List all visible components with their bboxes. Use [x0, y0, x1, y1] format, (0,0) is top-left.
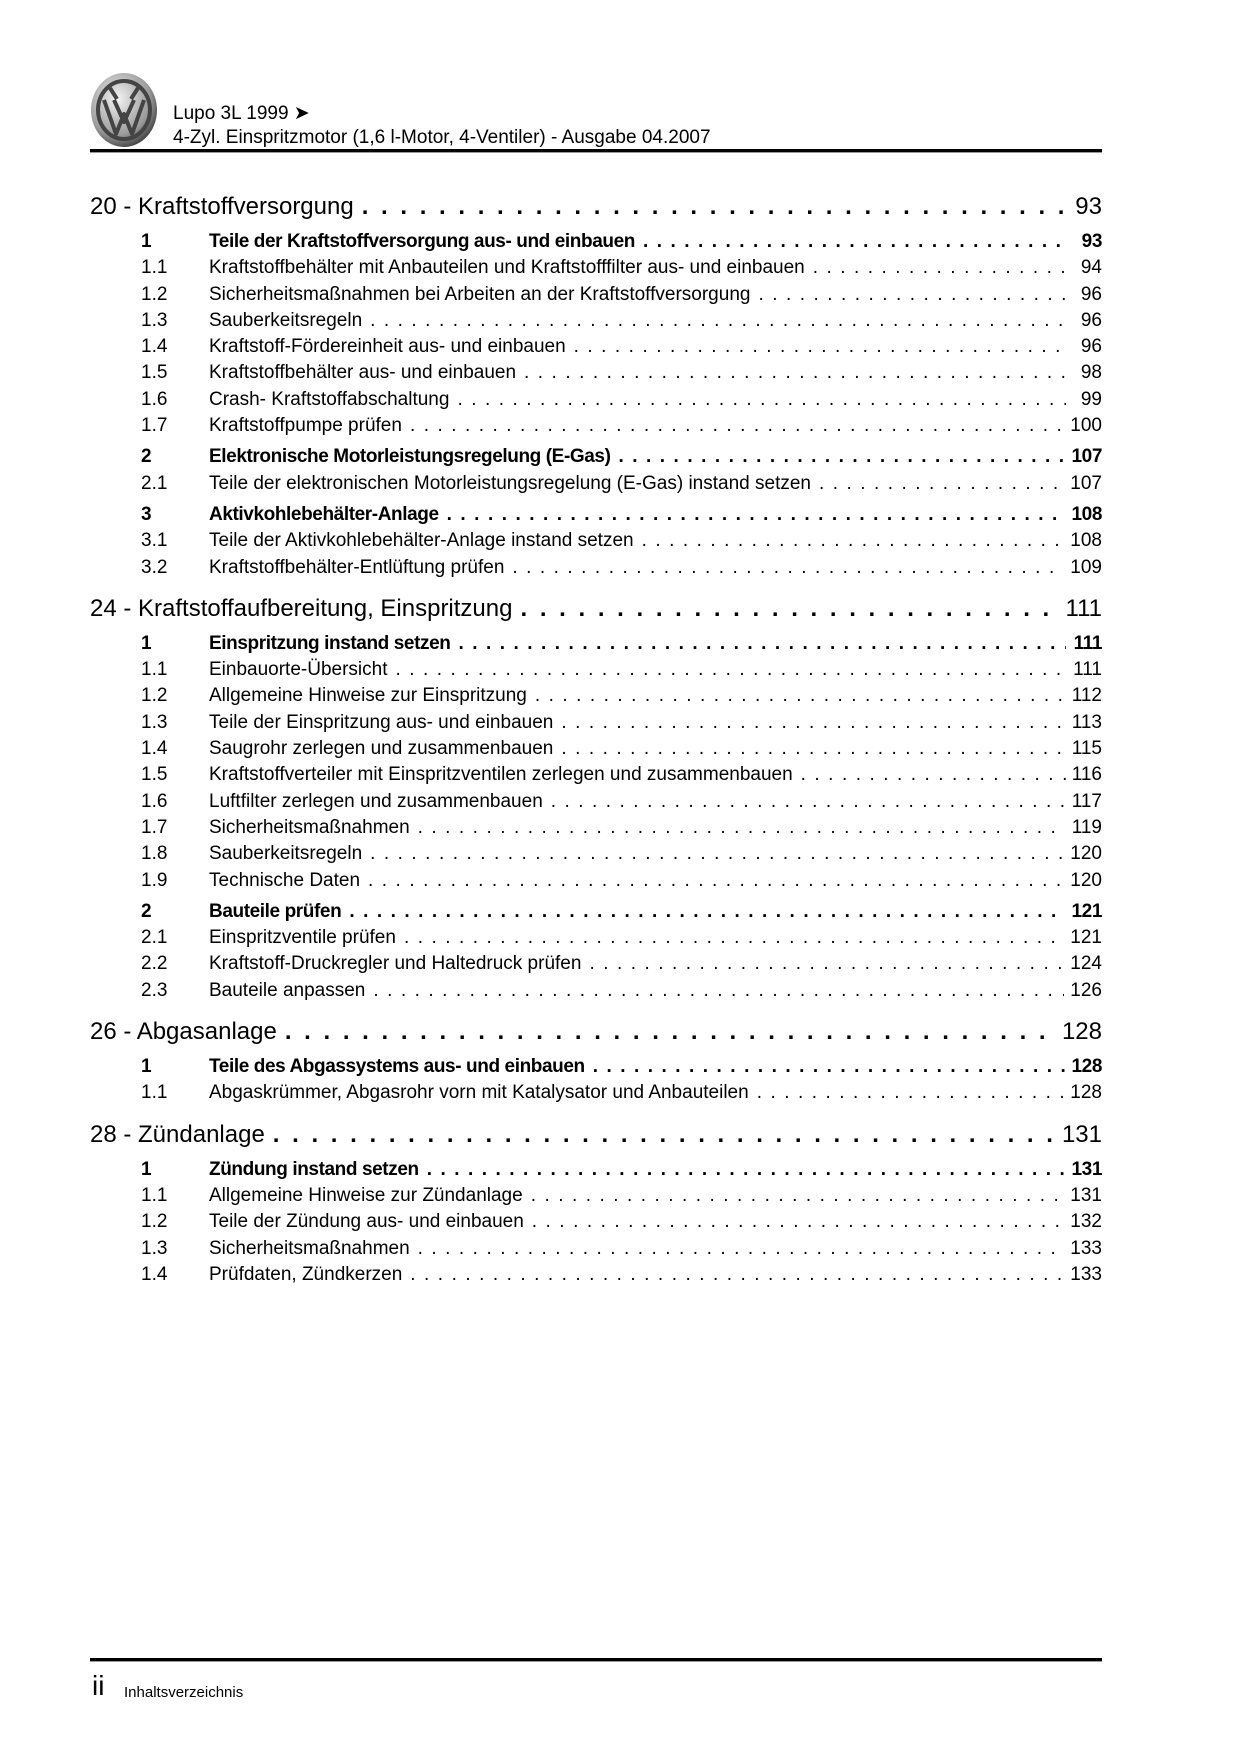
toc-entry-number: 1 — [141, 632, 152, 654]
toc-entry-title: Sicherheitsmaßnahmen bei Arbeiten an der Kraftstoffversorgung — [209, 283, 751, 305]
toc-entry-title: 26 - Abgasanlage — [90, 1018, 277, 1046]
toc-entry[interactable] — [90, 925, 1102, 951]
dot-leader — [370, 841, 1064, 867]
toc-entry-page: 98 — [1080, 362, 1102, 384]
footer-divider — [90, 1658, 1102, 1662]
toc-entry-title: Kraftstoffbehälter-Entlüftung prüfen — [209, 556, 505, 578]
toc-entry[interactable] — [90, 683, 1102, 709]
toc-entry-page: 96 — [1080, 283, 1102, 305]
toc-entry-number: 1.4 — [141, 336, 168, 358]
toc-entry-page: 133 — [1070, 1263, 1102, 1285]
dot-leader — [532, 1209, 1065, 1235]
dot-leader — [395, 657, 1066, 683]
toc-entry-page: 124 — [1070, 953, 1102, 975]
toc-entry-number: 1.6 — [141, 790, 168, 812]
toc-entry[interactable] — [90, 1080, 1102, 1106]
toc-entry[interactable] — [90, 841, 1102, 867]
toc-entry-page: 108 — [1070, 530, 1102, 552]
dot-leader — [757, 1080, 1065, 1106]
toc-entry-title: Kraftstoffbehälter aus- und einbauen — [209, 362, 517, 384]
toc-entry-page: 128 — [1070, 1082, 1102, 1104]
dot-leader — [404, 925, 1064, 951]
toc-entry-number: 1.1 — [141, 659, 168, 681]
dot-leader — [410, 1262, 1064, 1288]
toc-entry[interactable] — [90, 528, 1102, 554]
toc-entry-number: 1.9 — [141, 869, 168, 891]
toc-entry-number: 1 — [141, 1158, 152, 1180]
toc-entry-number: 2.2 — [141, 953, 168, 975]
dot-leader — [273, 1118, 1056, 1152]
toc-entry-title: Luftfilter zerlegen und zusammenbauen — [209, 790, 543, 812]
toc-entry-number: 1.4 — [141, 1263, 168, 1285]
toc-entry-page: 96 — [1080, 309, 1102, 331]
toc-entry-title: Teile der Einspritzung aus- und einbauen — [209, 711, 554, 733]
toc-entry-page: 131 — [1071, 1158, 1102, 1180]
toc-entry-number: 3.2 — [141, 556, 168, 578]
toc-entry-title: Teile des Abgassystems aus- und einbauen — [209, 1056, 585, 1078]
dot-leader — [535, 683, 1066, 709]
dot-leader — [589, 951, 1064, 977]
toc-entry[interactable] — [90, 334, 1102, 360]
dot-leader — [813, 255, 1066, 281]
toc-entry-number: 3 — [141, 503, 152, 525]
toc-entry-number: 1.1 — [141, 1184, 168, 1206]
toc-entry-page: 131 — [1070, 1184, 1102, 1206]
dot-leader — [531, 1183, 1065, 1209]
toc-entry[interactable] — [90, 736, 1102, 762]
toc-entry-number: 3.1 — [141, 530, 168, 552]
toc-entry-title: Sauberkeitsregeln — [209, 843, 363, 865]
toc-entry-title: Kraftstoffverteiler mit Einspritzventilen zerlegen und zusammenbauen — [209, 764, 793, 786]
dot-leader — [561, 710, 1065, 736]
toc-entry-title: Aktivkohlebehälter-Anlage — [209, 503, 439, 525]
toc-entry-page: 107 — [1070, 472, 1102, 494]
toc-entry-title: Elektronische Motorleistungsregelung (E-Gas) — [209, 446, 611, 468]
toc-entry-page: 108 — [1071, 503, 1102, 525]
toc-entry[interactable] — [90, 444, 1102, 470]
toc-entry-title: Abgaskrümmer, Abgasrohr vorn mit Katalysator und Anbauteilen — [209, 1082, 749, 1104]
toc-entry-page: 128 — [1061, 1018, 1102, 1046]
toc-entry-number: 1.3 — [141, 711, 168, 733]
toc-entry-title: Sicherheitsmaßnahmen — [209, 1237, 410, 1259]
toc-entry[interactable] — [90, 229, 1102, 255]
dot-leader — [551, 789, 1066, 815]
toc-entry-title: Kraftstoff-Druckregler und Haltedruck prüfen — [209, 953, 582, 975]
dot-leader — [410, 413, 1064, 439]
header-divider — [90, 149, 1102, 153]
toc-entry-number: 1.3 — [141, 309, 168, 331]
toc-entry[interactable] — [90, 815, 1102, 841]
toc-entry-number: 1 — [141, 231, 152, 252]
toc-entry-page: 99 — [1080, 388, 1102, 410]
dot-leader — [427, 1157, 1066, 1183]
toc-entry-title: Saugrohr zerlegen und zusammenbauen — [209, 738, 554, 760]
toc-entry-number: 1.6 — [141, 388, 168, 410]
toc-entry-number: 1.5 — [141, 764, 168, 786]
toc-entry-page: 120 — [1070, 869, 1102, 891]
toc-entry-page: 94 — [1080, 257, 1102, 279]
toc-entry[interactable] — [90, 1236, 1102, 1262]
toc-entry-page: 119 — [1071, 816, 1102, 838]
toc-entry-page: 131 — [1061, 1120, 1102, 1148]
toc-entry-title: 28 - Zündanlage — [90, 1120, 265, 1148]
toc-chapter[interactable] — [90, 1118, 1102, 1152]
toc-entry-title: Teile der Zündung aus- und einbauen — [209, 1211, 524, 1233]
toc-entry[interactable] — [90, 255, 1102, 281]
toc-entry[interactable] — [90, 762, 1102, 788]
toc-entry-title: Zündung instand setzen — [209, 1158, 419, 1180]
toc-entry[interactable] — [90, 951, 1102, 977]
header-subtitle: 4-Zyl. Einspritzmotor (1,6 l-Motor, 4-Ventiler) - Ausgabe 04.2007 — [173, 127, 711, 148]
toc-entry-number: 2 — [141, 446, 152, 468]
toc-entry[interactable] — [90, 413, 1102, 439]
toc-entry[interactable] — [90, 555, 1102, 581]
toc-entry-number: 1 — [141, 1056, 152, 1078]
toc-entry-number: 2.1 — [141, 472, 168, 494]
toc-entry-page: 133 — [1070, 1237, 1102, 1259]
toc-entry-title: Teile der Aktivkohlebehälter-Anlage instand setzen — [209, 530, 634, 552]
toc-entry[interactable] — [90, 308, 1102, 334]
toc-entry-number: 1.1 — [141, 1082, 168, 1104]
toc-entry-title: Einbauorte-Übersicht — [209, 659, 388, 681]
toc-chapter[interactable] — [90, 190, 1102, 224]
toc-entry-number: 2.1 — [141, 927, 168, 949]
toc-entry-page: 111 — [1073, 632, 1102, 654]
toc-entry-page: 93 — [1081, 231, 1102, 252]
toc-entry-page: 117 — [1071, 790, 1102, 812]
toc-entry-page: 100 — [1070, 415, 1102, 437]
toc-entry-number: 1.7 — [141, 816, 168, 838]
toc-entry-page: 93 — [1075, 193, 1102, 220]
toc-entry-page: 111 — [1065, 594, 1102, 622]
toc-entry-number: 1.2 — [141, 685, 168, 707]
toc-entry-number: 1.2 — [141, 1211, 168, 1233]
dot-leader — [524, 360, 1066, 386]
dot-leader — [512, 555, 1064, 581]
toc-entry-title: Sauberkeitsregeln — [209, 309, 363, 331]
toc-entry[interactable] — [90, 1209, 1102, 1235]
toc-entry-title: Allgemeine Hinweise zur Zündanlage — [209, 1184, 523, 1206]
toc-entry-page: 121 — [1071, 900, 1102, 922]
dot-leader — [619, 444, 1066, 470]
toc-entry[interactable] — [90, 471, 1102, 497]
toc-entry-number: 1.2 — [141, 283, 168, 305]
toc-entry[interactable] — [90, 868, 1102, 894]
dot-leader — [758, 282, 1066, 308]
toc-entry[interactable] — [90, 502, 1102, 528]
toc-entry-page: 112 — [1071, 685, 1102, 707]
toc-entry[interactable] — [90, 1262, 1102, 1288]
dot-leader — [643, 229, 1066, 255]
toc-entry-title: 24 - Kraftstoffaufbereitung, Einspritzung — [90, 594, 513, 622]
toc-entry[interactable] — [90, 1054, 1102, 1080]
toc-entry-title: Crash- Kraftstoffabschaltung — [209, 388, 450, 410]
dot-leader — [370, 308, 1066, 334]
toc-entry[interactable] — [90, 978, 1102, 1004]
toc-entry-number: 2.3 — [141, 979, 168, 1001]
toc-entry-title: 20 - Kraftstoffversorgung — [90, 193, 354, 220]
dot-leader — [418, 815, 1066, 841]
footer-section: Inhaltsverzeichnis — [124, 1684, 244, 1701]
toc-entry[interactable] — [90, 1157, 1102, 1183]
dot-leader — [418, 1236, 1065, 1262]
toc-entry[interactable] — [90, 360, 1102, 386]
toc-entry-number: 2 — [141, 900, 152, 922]
dot-leader — [642, 528, 1065, 554]
dot-leader — [285, 1015, 1056, 1049]
dot-leader — [819, 471, 1064, 497]
toc-entry-number: 1.3 — [141, 1237, 168, 1259]
toc-entry-number: 1.1 — [141, 257, 168, 279]
toc-entry[interactable] — [90, 1183, 1102, 1209]
dot-leader — [349, 899, 1065, 925]
toc-entry-title: Bauteile anpassen — [209, 979, 366, 1001]
toc-entry-number: 1.8 — [141, 843, 168, 865]
dot-leader — [457, 387, 1066, 413]
toc-entry-page: 128 — [1071, 1056, 1102, 1078]
toc-entry-page: 96 — [1080, 336, 1102, 358]
toc-entry[interactable] — [90, 631, 1102, 657]
header-model: Lupo 3L 1999 ➤ — [173, 103, 310, 124]
toc-chapter[interactable] — [90, 592, 1102, 626]
toc-entry-page: 115 — [1071, 738, 1102, 760]
toc-entry[interactable] — [90, 387, 1102, 413]
table-of-contents — [90, 190, 1102, 1288]
dot-leader — [561, 736, 1065, 762]
toc-entry-title: Teile der elektronischen Motorleistungsregelung (E-Gas) instand setzen — [209, 472, 811, 494]
dot-leader — [368, 868, 1064, 894]
dot-leader — [459, 631, 1067, 657]
toc-entry-number: 1.5 — [141, 362, 168, 384]
toc-entry-title: Einspritzung instand setzen — [209, 632, 451, 654]
toc-chapter[interactable] — [90, 1015, 1102, 1049]
toc-entry[interactable] — [90, 710, 1102, 736]
toc-entry-title: Teile der Kraftstoffversorgung aus- und einbauen — [209, 231, 635, 252]
toc-entry-page: 109 — [1070, 556, 1102, 578]
toc-entry-page: 113 — [1071, 711, 1102, 733]
dot-leader — [362, 190, 1066, 224]
toc-entry-page: 126 — [1070, 979, 1102, 1001]
dot-leader — [447, 502, 1066, 528]
toc-entry[interactable] — [90, 657, 1102, 683]
toc-entry-title: Prüfdaten, Zündkerzen — [209, 1263, 403, 1285]
toc-entry-number: 1.4 — [141, 738, 168, 760]
toc-entry[interactable] — [90, 282, 1102, 308]
toc-entry-number: 1.7 — [141, 415, 168, 437]
toc-entry-title: Einspritzventile prüfen — [209, 927, 396, 949]
toc-entry-title: Kraftstoff-Fördereinheit aus- und einbauen — [209, 336, 566, 358]
dot-leader — [520, 592, 1059, 626]
toc-entry-page: 111 — [1073, 659, 1102, 681]
toc-entry-title: Allgemeine Hinweise zur Einspritzung — [209, 685, 527, 707]
toc-entry-page: 121 — [1070, 927, 1102, 949]
toc-entry[interactable] — [90, 789, 1102, 815]
toc-entry-page: 107 — [1071, 446, 1102, 468]
footer-page-number: ii — [92, 1670, 105, 1701]
toc-entry-page: 132 — [1070, 1211, 1102, 1233]
toc-entry-page: 120 — [1070, 843, 1102, 865]
toc-entry[interactable] — [90, 899, 1102, 925]
page-header — [90, 72, 1102, 150]
dot-leader — [593, 1054, 1066, 1080]
vw-logo-icon — [90, 72, 158, 148]
toc-entry-title: Kraftstoffpumpe prüfen — [209, 415, 402, 437]
dot-leader — [373, 978, 1064, 1004]
toc-entry-title: Kraftstoffbehälter mit Anbauteilen und Kraftstofffilter aus- und einbauen — [209, 257, 805, 279]
dot-leader — [801, 762, 1066, 788]
toc-entry-page: 116 — [1071, 764, 1102, 786]
dot-leader — [574, 334, 1066, 360]
toc-entry-title: Technische Daten — [209, 869, 361, 891]
toc-entry-title: Sicherheitsmaßnahmen — [209, 816, 410, 838]
toc-entry-title: Bauteile prüfen — [209, 900, 342, 922]
